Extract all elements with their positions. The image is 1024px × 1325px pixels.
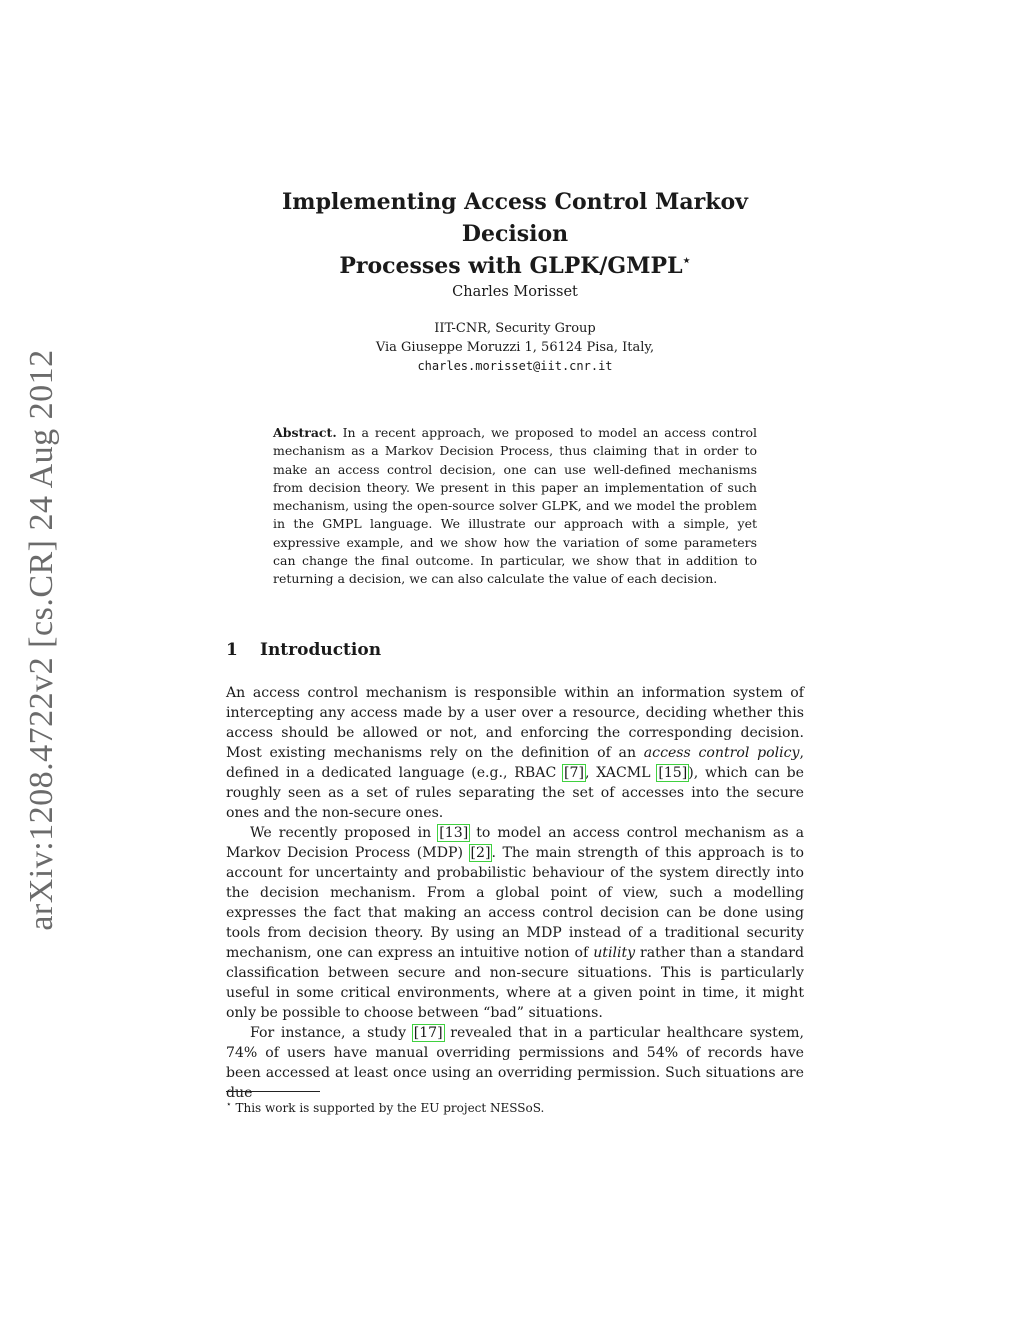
affiliation — [226, 319, 804, 376]
author-email[interactable]: charles.morisset@iit.cnr.it — [417, 359, 613, 373]
section-heading — [226, 640, 381, 660]
paragraph-text: rather than a standard classification between secure and non-secure situations. This is particularly useful in some critical environments, where at a given point in time, it might only be possible to choose between “bad” situations. — [226, 945, 805, 1021]
paragraph-text: , defined in a dedicated language (e.g., RBAC — [226, 745, 804, 781]
paragraph-text: For instance, a study — [250, 1025, 413, 1041]
paragraph-text: revealed that in a particular healthcare system, 74% of users have manual overriding permissions and 54% of records have been accessed at least once using an overriding permission. Such situations are due — [226, 1025, 805, 1101]
section-body — [226, 683, 804, 1103]
abstract-text: In a recent approach, we proposed to model an access control mechanism as a Markov Decision Process, thus claiming that in order to make an access control decision, one can use well-defined mechanisms from decision theory. We present in this paper an implementation of such mechanism, using the open-source solver GLPK, and we model the problem in the GMPL language. We illustrate our approach with a simple, yet expressive example, and we show how the variation of some parameters can change the final outcome. In particular, we show that in addition to returning a decision, we can also calculate the value of each decision. — [273, 425, 757, 587]
title-line-2: Processes with GLPK/GMPL — [339, 253, 683, 279]
footnote-divider — [226, 1091, 320, 1092]
paragraph-text: We recently proposed in — [250, 825, 439, 841]
title-line-1: Implementing Access Control Markov Decision — [282, 189, 748, 247]
citation-link[interactable]: [7] — [564, 765, 584, 781]
citation-link[interactable]: [13] — [439, 825, 469, 841]
title-footnote-mark: ⋆ — [682, 253, 691, 269]
paragraph-text: ), which can be roughly seen as a set of rules separating the set of accesses into the secure ones and the non-secure ones. — [226, 765, 804, 821]
emphasis-text: utility — [593, 945, 636, 961]
paragraph-text: to model an access control mechanism as a Markov Decision Process (MDP) — [226, 825, 804, 861]
abstract-label: Abstract. — [273, 425, 337, 440]
paper-title — [226, 186, 804, 282]
footnote-mark: ⋆ — [226, 1100, 232, 1110]
affiliation-line-2: Via Giuseppe Moruzzi 1, 56124 Pisa, Italy, — [375, 340, 655, 355]
paragraph-text: An access control mechanism is responsible within an information system of intercepting any access made by a user over a resource, deciding whether this access should be allowed or not, and enforcing the corresponding decision. Most existing mechanisms rely on the definition of an — [226, 685, 804, 761]
section-title: Introduction — [260, 640, 382, 660]
citation-link[interactable]: [2] — [470, 845, 491, 861]
paragraph-1 — [226, 683, 804, 823]
abstract — [273, 424, 757, 589]
author-name: Charles Morisset — [452, 284, 578, 300]
paragraph-text: . The main strength of this approach is to account for uncertainty and probabilistic behaviour of the system directly into the decision mechanism. From a global point of view, such a modelling expresses the fact that making an access control decision can be done using tools from decision theory. By using an MDP instead of a traditional security mechanism, one can express an intuitive notion of — [226, 845, 804, 961]
footnote-text: This work is supported by the EU project NESSoS. — [235, 1101, 545, 1115]
paragraph-text: , XACML — [584, 765, 658, 781]
emphasis-text: access control policy — [643, 745, 800, 761]
section-number: 1 — [226, 640, 238, 660]
citation-link[interactable]: [17] — [413, 1025, 443, 1041]
citation-link[interactable]: [15] — [658, 765, 688, 781]
arxiv-identifier: arXiv:1208.4722v2 [cs.CR] 24 Aug 2012 — [23, 349, 60, 931]
paragraph-2 — [226, 823, 804, 1023]
affiliation-line-1: IIT-CNR, Security Group — [434, 321, 596, 336]
footnote — [226, 1096, 804, 1117]
